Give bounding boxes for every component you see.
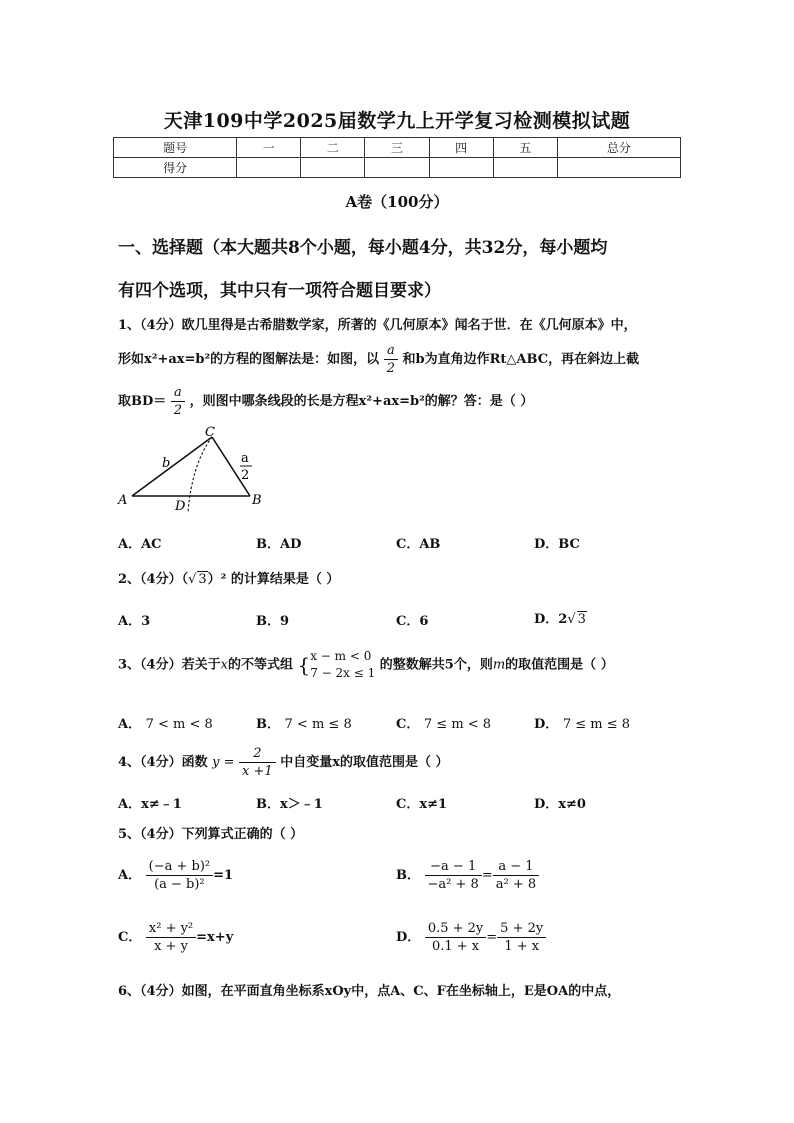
table-row [114, 138, 681, 158]
q2-option-b[interactable]: B．9 [256, 614, 290, 629]
q1-option-d[interactable]: D．BC [534, 537, 580, 552]
inequality-system [310, 648, 375, 682]
fraction: $\frac{\text{x² + y²}}{x + y}$ [146, 920, 196, 955]
sqrt-sign: √ [188, 572, 197, 587]
option-label: A． [118, 868, 142, 883]
q1-text: 取BD＝ [118, 394, 167, 409]
score-cell[interactable] [557, 158, 680, 178]
q1-option-a[interactable]: A．AC [118, 537, 162, 552]
q5-option-c[interactable] [118, 920, 233, 955]
section-heading-line2: 有四个选项，其中只有一项符合题目要求） [118, 281, 441, 301]
table-header-cell: 五 [493, 138, 557, 158]
q5-option-b[interactable] [396, 858, 539, 893]
exam-title: 天津109中学2025届数学九上开学复习检测模拟试题 [163, 110, 631, 132]
q3-stem [118, 648, 614, 682]
q5-option-d[interactable] [396, 920, 546, 955]
q3-text: 的不等式组 [227, 657, 293, 673]
arc-CD [188, 437, 212, 512]
q4-text: 中自变量x的取值范围是（ ） [280, 755, 449, 770]
fraction: $\frac{5 + 2y}{1 + x}$ [497, 920, 546, 955]
q2-option-d[interactable] [534, 608, 587, 627]
q1-text: 形如x²+ax=b²的方程的图解法是：如图，以 [118, 352, 380, 367]
q2-option-c[interactable]: C．6 [396, 614, 429, 629]
fraction: $\frac{\text{(−a + b)²}}{\text{(a − b)²}}$ [146, 858, 213, 893]
option-label: A． [118, 717, 142, 732]
section-heading-line1: 一、选择题（本大题共8个小题，每小题4分，共32分，每小题均 [118, 238, 608, 258]
option-expr: 7 < m ≤ 8 [284, 717, 352, 732]
label-2: 2 [241, 468, 250, 483]
q3-text: 的取值范围是（ ） [505, 657, 614, 673]
left-brace: { [297, 653, 311, 677]
option-label: B． [396, 868, 420, 883]
q6-line1: 6、（4分）如图，在平面直角坐标系xOy中，点A、C、F在坐标轴上，E是OA的中点， [118, 984, 621, 999]
side-AC [132, 437, 212, 496]
option-expr: 7 ≤ m < 8 [423, 717, 492, 732]
fraction-a-over-2: $\frac{a}{2}$ [171, 384, 185, 419]
inequality-2: 7 − 2x ≤ 1 [310, 666, 376, 680]
option-label: C． [118, 930, 142, 945]
q1-line3 [118, 384, 533, 419]
option-tail: =1 [213, 868, 234, 883]
q3-option-b[interactable] [256, 713, 352, 732]
q4-text: 4、（4分）函数 [118, 755, 208, 770]
q3-text: 的整数解共5个，则 [379, 657, 493, 673]
table-header-cell: 二 [301, 138, 365, 158]
sqrt-radicand: 3 [577, 612, 586, 627]
table-header-cell: 三 [365, 138, 429, 158]
q2-text: ）² 的计算结果是（ ） [207, 572, 340, 587]
q2-optD-text: D．2 [534, 612, 568, 627]
q1-option-b[interactable]: B．AD [256, 537, 302, 552]
paper-part-heading: A卷（100分） [345, 193, 449, 211]
q1-text: ，则图中哪条线段的长是方程x²+ax=b²的解？答：是（ ） [189, 394, 534, 409]
q5-stem: 5、（4分）下列算式正确的（ ） [118, 827, 304, 842]
table-header-cell: 总分 [557, 138, 680, 158]
fraction: $\frac{a - 1}{\text{a² + 8}}$ [493, 858, 539, 893]
score-cell[interactable] [301, 158, 365, 178]
label-D: D [175, 499, 186, 514]
var-m: m [492, 657, 506, 673]
q2-stem [118, 568, 339, 587]
option-expr: 7 ≤ m ≤ 8 [562, 717, 630, 732]
q3-option-d[interactable] [534, 713, 630, 732]
score-cell[interactable] [237, 158, 301, 178]
option-tail: =x+y [196, 930, 234, 945]
q2-text: 2、（4分）（ [118, 572, 189, 587]
q4-option-a[interactable]: A．x≠﹣1 [118, 797, 182, 812]
table-header-cell: 四 [429, 138, 493, 158]
triangle-figure [112, 424, 272, 514]
fraction: $\frac{0.5 + 2y}{0.1 + x}$ [425, 920, 486, 955]
q1-option-c[interactable]: C．AB [396, 537, 441, 552]
q1-line1: 1、（4分）欧几里得是古希腊数学家，所著的《几何原本》闻名于世．在《几何原本》中， [118, 318, 637, 333]
sqrt-sign: √ [567, 612, 576, 627]
var-x: x [220, 657, 228, 673]
q2-option-a[interactable]: A．3 [118, 614, 151, 629]
option-label: D． [396, 930, 421, 945]
option-label: C． [396, 717, 420, 732]
q3-option-a[interactable] [118, 713, 213, 732]
score-cell[interactable] [429, 158, 493, 178]
q4-option-d[interactable]: D．x≠0 [534, 797, 586, 812]
q3-text: 3、（4分）若关于 [118, 657, 221, 673]
sqrt-radicand: 3 [198, 572, 207, 587]
fraction: $\frac{-a - 1}{\text{−a² + 8}}$ [425, 858, 482, 893]
option-label: B． [256, 717, 280, 732]
q3-option-c[interactable] [396, 713, 491, 732]
score-table [113, 137, 681, 178]
q5-option-a[interactable] [118, 858, 233, 893]
label-a: a [241, 451, 249, 466]
option-label: D． [534, 717, 559, 732]
q4-option-c[interactable]: C．x≠1 [396, 797, 448, 812]
q4-stem [118, 745, 448, 780]
fraction-a-over-2: $\frac{a}{2}$ [384, 342, 398, 377]
score-cell[interactable] [493, 158, 557, 178]
q1-text: 和b为直角边作Rt△ABC，再在斜边上截 [402, 352, 640, 367]
table-row-label: 得分 [114, 158, 237, 178]
q1-line2 [118, 342, 639, 377]
score-cell[interactable] [365, 158, 429, 178]
q4-option-b[interactable]: B．x＞﹣1 [256, 797, 323, 812]
label-B: B [252, 493, 262, 508]
inequality-1: x − m < 0 [310, 649, 372, 663]
y-equals: y = [212, 755, 235, 770]
equals-sign: = [481, 868, 493, 883]
table-header-cell: 一 [237, 138, 301, 158]
fraction-2-over-x-plus-1: $\frac{2}{x +1}$ [239, 745, 276, 780]
label-A: A [118, 493, 128, 508]
option-expr: 7 < m < 8 [145, 717, 213, 732]
label-C: C [205, 425, 215, 440]
table-header-cell: 题号 [114, 138, 237, 158]
label-b: b [162, 456, 171, 471]
equals-sign: = [486, 930, 498, 945]
table-row [114, 158, 681, 178]
